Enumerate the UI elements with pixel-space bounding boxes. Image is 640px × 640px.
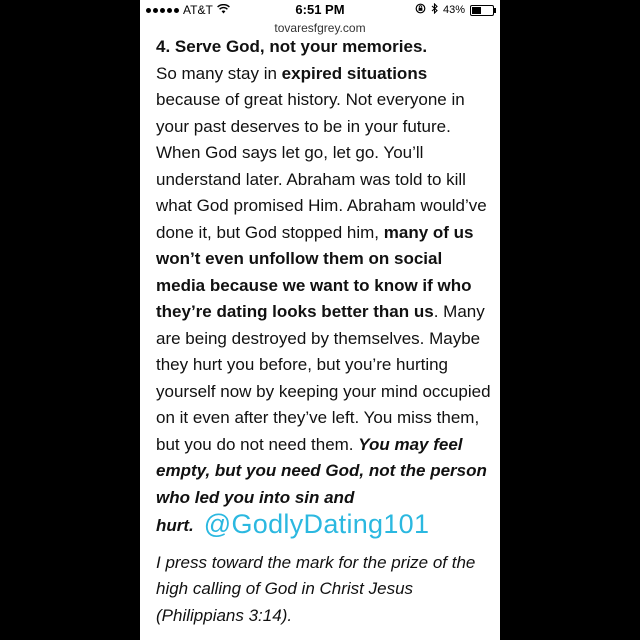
text-run: So many stay in <box>156 63 282 83</box>
battery-fill <box>472 7 481 14</box>
battery-percent: 43% <box>442 4 465 16</box>
section-heading: 4. Serve God, not your memories. <box>156 37 428 56</box>
article-paragraph <box>156 61 496 540</box>
status-time: 6:51 PM <box>295 2 345 17</box>
address-bar-url[interactable]: tovaresfgrey.com <box>274 21 366 35</box>
scripture-quote: I press toward the mark for the prize of the high calling of God in Christ Jesus (Philippians 3:14). <box>156 552 476 625</box>
lock-rotation-icon <box>415 3 426 17</box>
bluetooth-icon <box>431 3 438 17</box>
battery-icon <box>470 5 494 16</box>
watermark-handle: @GodlyDating101 <box>203 509 430 539</box>
status-bar <box>140 0 500 20</box>
emphasis-text: expired situations <box>281 63 428 83</box>
carrier-label: AT&T <box>183 3 213 17</box>
text-run: . Many are being destroyed by themselves. Maybe they hurt you before, but you’re hurting yourself now by keeping your mind occupied on it even after they’ve left. You miss them, but you do not need them. <box>156 302 491 454</box>
status-right <box>415 3 494 17</box>
article-content <box>156 34 496 629</box>
emphasis-text: many of us won’t even unfollow them on social media because we want to know if who they’re dating looks better than us <box>156 222 474 321</box>
text-run: because of great history. Not everyone in your past deserves to be in your future. When God says let go, let go. You’ll understand later. Abraham was told to kill what God promised Him. Abraham would’ve done it, but God stopped him, <box>156 90 487 242</box>
phone-screen <box>140 0 500 640</box>
emphasis-text: You may feel empty, but you need God, not the person who led you into sin and hurt. <box>156 434 487 535</box>
